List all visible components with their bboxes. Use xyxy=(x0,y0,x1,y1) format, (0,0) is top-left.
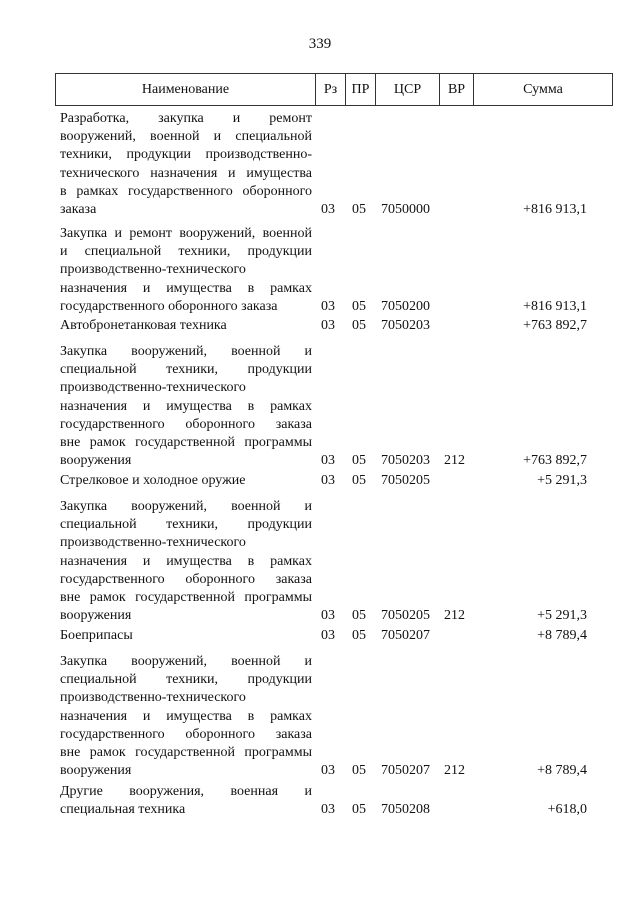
row-csr: 7050207 xyxy=(381,628,430,643)
row-name-line: назначения и имущества в рамках xyxy=(60,398,312,414)
row-rz: 03 xyxy=(321,608,335,624)
row-name xyxy=(60,783,312,819)
row-name-line: государственного оборонного заказа xyxy=(60,726,312,742)
row-pr: 05 xyxy=(352,763,366,779)
row-name-line: Автобронетанковая техника xyxy=(60,318,227,333)
row-rz: 03 xyxy=(321,802,335,818)
table-row xyxy=(0,627,640,645)
row-vr: 212 xyxy=(444,763,465,779)
row-rz: 03 xyxy=(321,453,335,469)
row-sum: +816 913,1 xyxy=(523,298,587,314)
row-sum: +763 892,7 xyxy=(523,453,587,469)
table-row xyxy=(0,653,640,780)
row-name xyxy=(60,653,312,780)
header-vr: ВР xyxy=(439,74,473,105)
row-sum: +8 789,4 xyxy=(537,763,587,779)
row-rz: 03 xyxy=(321,473,335,488)
header-rz: Рз xyxy=(315,74,345,105)
row-pr: 05 xyxy=(352,608,366,624)
row-name-line: специальной техники, продукции xyxy=(60,362,312,378)
row-csr: 7050000 xyxy=(381,202,430,217)
row-name xyxy=(60,627,312,645)
row-pr: 05 xyxy=(352,802,366,818)
row-name-line: Закупка вооружений, военной и xyxy=(60,654,312,669)
row-name-line: специальной техники, продукции xyxy=(60,672,312,688)
row-name-line: производственно-технического xyxy=(60,380,246,396)
row-csr: 7050203 xyxy=(381,453,430,469)
table-header xyxy=(55,73,613,106)
row-name-line: специальной техники, продукции xyxy=(60,517,312,533)
row-name-line: производственно-технического xyxy=(60,690,246,706)
row-sum: +816 913,1 xyxy=(523,202,587,217)
row-name-line: в рамках государственного оборонного xyxy=(60,183,312,199)
row-name-line: вооружения xyxy=(60,453,132,469)
row-sum: +5 291,3 xyxy=(537,473,587,488)
row-name xyxy=(60,225,312,316)
row-name-line: Разработка, закупка и ремонт xyxy=(60,111,312,126)
row-name-line: вне рамок государственной программы xyxy=(60,744,312,760)
row-name-line: производственно-технического xyxy=(60,262,246,278)
row-name-line: Боеприпасы xyxy=(60,628,133,643)
row-csr: 7050205 xyxy=(381,473,430,488)
row-vr: 212 xyxy=(444,453,465,469)
row-csr: 7050208 xyxy=(381,802,430,818)
row-name-line: вооружений, военной и специальной xyxy=(60,129,312,145)
header-pr: ПР xyxy=(345,74,375,105)
table-row xyxy=(0,783,640,819)
row-name xyxy=(60,317,312,335)
row-pr: 05 xyxy=(352,473,366,488)
row-pr: 05 xyxy=(352,318,366,333)
row-name xyxy=(60,110,312,219)
row-vr: 212 xyxy=(444,608,465,624)
row-rz: 03 xyxy=(321,628,335,643)
row-rz: 03 xyxy=(321,318,335,333)
row-sum: +763 892,7 xyxy=(523,318,587,333)
row-name-line: назначения и имущества в рамках xyxy=(60,708,312,724)
table-row xyxy=(0,317,640,335)
row-name-line: вне рамок государственной программы xyxy=(60,434,312,450)
row-csr: 7050205 xyxy=(381,608,430,624)
row-name-line: Закупка вооружений, военной и xyxy=(60,344,312,359)
row-sum: +5 291,3 xyxy=(537,608,587,624)
row-sum: +8 789,4 xyxy=(537,628,587,643)
row-name xyxy=(60,498,312,625)
row-name-line: Другие вооружения, военная и xyxy=(60,784,312,799)
row-name-line: назначения и имущества в рамках xyxy=(60,280,312,296)
table-row xyxy=(0,225,640,316)
row-name-line: Закупка вооружений, военной и xyxy=(60,499,312,514)
table-row xyxy=(0,110,640,219)
row-rz: 03 xyxy=(321,763,335,779)
row-sum: +618,0 xyxy=(547,802,587,818)
row-name-line: заказа xyxy=(60,201,97,217)
row-name-line: государственного оборонного заказа xyxy=(60,571,312,587)
row-rz: 03 xyxy=(321,202,335,217)
header-sum: Сумма xyxy=(473,74,612,105)
row-name-line: государственного оборонного заказа xyxy=(60,416,312,432)
row-pr: 05 xyxy=(352,628,366,643)
row-name-line: государственного оборонного заказа xyxy=(60,298,278,314)
row-name-line: техники, продукции производственно- xyxy=(60,147,312,163)
header-name: Наименование xyxy=(141,82,230,97)
row-name-line: вооружения xyxy=(60,763,132,779)
row-rz: 03 xyxy=(321,298,335,314)
row-pr: 05 xyxy=(352,298,366,314)
row-name-line: и специальной техники, продукции xyxy=(60,244,312,260)
row-pr: 05 xyxy=(352,453,366,469)
table-row xyxy=(0,498,640,625)
row-csr: 7050207 xyxy=(381,763,430,779)
row-csr: 7050203 xyxy=(381,318,430,333)
row-name-line: Стрелковое и холодное оружие xyxy=(60,473,246,488)
row-csr: 7050200 xyxy=(381,298,430,314)
row-name-line: вне рамок государственной программы xyxy=(60,589,312,605)
row-name-line: технического назначения и имущества xyxy=(60,165,312,181)
row-name xyxy=(60,472,312,490)
row-name xyxy=(60,343,312,470)
row-name-line: Закупка и ремонт вооружений, военной xyxy=(60,226,312,241)
row-name-line: производственно-технического xyxy=(60,535,246,551)
table-row xyxy=(0,472,640,490)
row-name-line: вооружения xyxy=(60,608,132,624)
row-name-line: специальная техника xyxy=(60,802,186,818)
page-number: 339 xyxy=(308,36,332,52)
header-csr: ЦСР xyxy=(375,74,439,105)
table-row xyxy=(0,343,640,470)
row-pr: 05 xyxy=(352,202,366,217)
row-name-line: назначения и имущества в рамках xyxy=(60,553,312,569)
